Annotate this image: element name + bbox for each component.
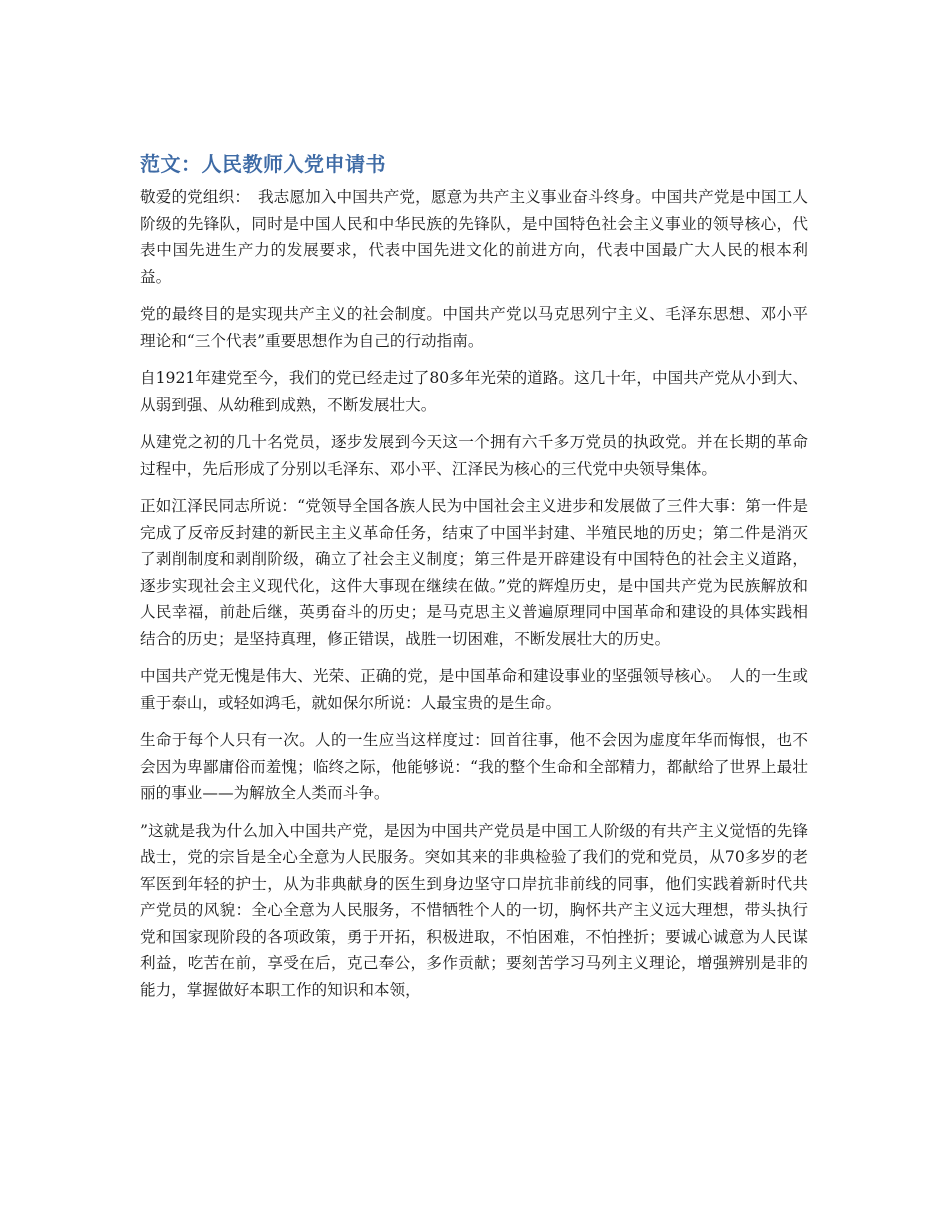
paragraph: ”这就是我为什么加入中国共产党，是因为中国共产党员是中国工人阶级的有共产主义觉悟的先锋战士，党的宗旨是全心全意为人民服务。突如其来的非典检验了我们的党和党员，从70多岁的老军医到年轻的护士，从为非典献身的医生到身边坚守口岸抗非前线的同事，他们实践着新时代共产党员的风貌：全心全意为人民服务，不惜牺牲个人的一切，胸怀共产主义远大理想，带头执行党和国家现阶段的各项政策，勇于开拓，积极进取，不怕困难，不怕挫折；要诚心诚意为人民谋利益，吃苦在前，享受在后，克己奉公，多作贡献；要刻苦学习马列主义理论，增强辨别是非的能力，掌握做好本职工作的知识和本领， (140, 821, 808, 999)
document-page (140, 150, 808, 1014)
paragraph: 从建党之初的几十名党员，逐步发展到今天这一个拥有六千多万党员的执政党。并在长期的革命过程中，先后形成了分别以毛泽东、邓小平、江泽民为核心的三代党中央领导集体。 (140, 433, 808, 478)
paragraph: 生命于每个人只有一次。人的一生应当这样度过：回首往事，他不会因为虚度年华而悔恨，也不会因为卑鄙庸俗而羞愧；临终之际，他能够说：“我的整个生命和全部精力，都献给了世界上最壮丽的事业——为解放全人类而斗争。 (140, 731, 808, 802)
paragraph: 自1921年建党至今，我们的党已经走过了80多年光荣的道路。这几十年，中国共产党从小到大、从弱到强、从幼稚到成熟，不断发展壮大。 (140, 369, 808, 414)
paragraph: 党的最终目的是实现共产主义的社会制度。中国共产党以马克思列宁主义、毛泽东思想、邓小平理论和“三个代表”重要思想作为自己的行动指南。 (140, 305, 808, 350)
paragraph-salutation: 敬爱的党组织： 我志愿加入中国共产党，愿意为共产主义事业奋斗终身。中国共产党是中国工人阶级的先锋队，同时是中国人民和中华民族的先锋队，是中国特色社会主义事业的领导核心，代表中国先进生产力的发展要求，代表中国先进文化的前进方向，代表中国最广大人民的根本利益。 (140, 188, 808, 286)
document-title: 范文：人民教师入党申请书 (140, 152, 386, 176)
paragraph: 中国共产党无愧是伟大、光荣、正确的党，是中国革命和建设事业的坚强领导核心。 人的一生或重于泰山，或轻如鸿毛，就如保尔所说：人最宝贵的是生命。 (140, 667, 808, 712)
paragraph: 正如江泽民同志所说：“党领导全国各族人民为中国社会主义进步和发展做了三件大事：第一件是完成了反帝反封建的新民主主义革命任务，结束了中国半封建、半殖民地的历史；第二件是消灭了剥削制度和剥削阶级，确立了社会主义制度；第三件是开辟建设有中国特色的社会主义道路，逐步实现社会主义现代化，这件大事现在继续在做。”党的辉煌历史，是中国共产党为民族解放和人民幸福，前赴后继，英勇奋斗的历史；是马克思主义普遍原理同中国革命和建设的具体实践相结合的历史；是坚持真理，修正错误，战胜一切困难，不断发展壮大的历史。 (140, 497, 808, 648)
